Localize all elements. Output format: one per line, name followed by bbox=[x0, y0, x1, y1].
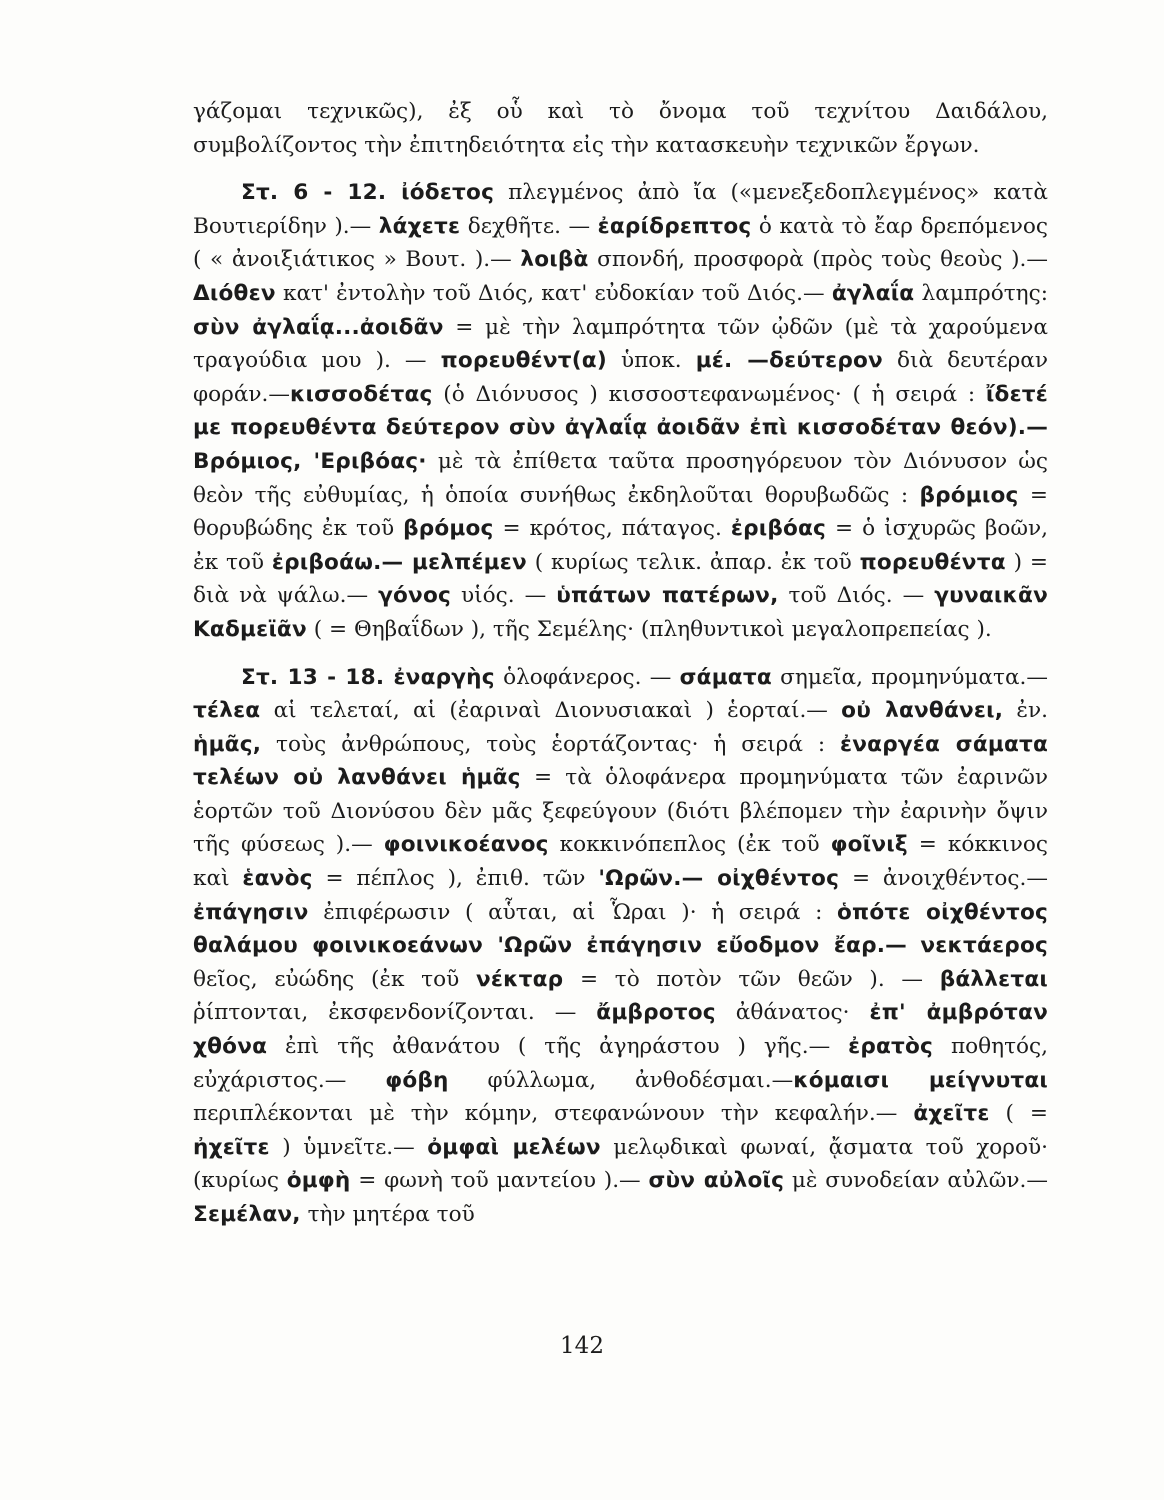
gloss-text: λαμπρότης: bbox=[914, 280, 1048, 306]
bold-term: φοῖνιξ bbox=[830, 832, 908, 858]
bold-term: ἄμβροτος bbox=[596, 1000, 716, 1026]
bold-term: γυναικᾶν Καδμεϊᾶν bbox=[193, 583, 1048, 642]
paragraph bbox=[193, 95, 1048, 162]
gloss-text: μελῳδικαὶ φωναί, ᾄσματα τοῦ χοροῦ· (κυρίως bbox=[193, 1134, 1048, 1194]
gloss-text: = κόκκινος καὶ bbox=[193, 832, 1049, 892]
gloss-text: = πέπλος ), ἐπιθ. τῶν bbox=[312, 866, 599, 892]
gloss-text: = τὰ ὁλοφάνερα προμηνύματα τῶν ἐαρινῶν ἑορτῶν τοῦ Διονύσου δὲν μᾶς ξεφεύγουν (διότι βλέπομεν τὴν ἐαρινὴν ὄψιν τῆς φύσεως ).— bbox=[193, 765, 1049, 858]
bold-term: σὺν ἀγλαΐᾳ...ἀοιδᾶν bbox=[193, 314, 444, 340]
gloss-text: γάζομαι τεχνικῶς), ἐξ οὗ καὶ τὸ ὄνομα τοῦ τεχνίτου Δαιδάλου, συμβολίζοντος τὴν ἐπιτηδειότητα εἰς τὴν κατασκευὴν τεχνικῶν ἔργων. bbox=[193, 99, 1048, 158]
gloss-text: μὲ τὰ ἐπίθετα ταῦτα προσηγόρευον τὸν Διόνυσον ὡς θεὸν τῆς εὐθυμίας, ἡ ὁποία συνήθως ἐκδηλοῦται θορυβωδῶς : bbox=[193, 448, 1049, 508]
gloss-text: = τὸ ποτὸν τῶν θεῶν ). — bbox=[563, 966, 940, 992]
gloss-text: (ὁ Διόνυσος ) κισσοστεφανωμένος· ( ἡ σειρά : bbox=[432, 381, 986, 407]
bold-term: Σεμέλαν, bbox=[193, 1202, 301, 1227]
gloss-text: ἀθάνατος· bbox=[715, 1000, 870, 1026]
bold-term: οὐ λανθάνει, bbox=[841, 698, 1004, 724]
gloss-text: = ἀνοιχθέντος.— bbox=[839, 866, 1048, 892]
gloss-text: κοκκινόπεπλος (ἐκ τοῦ bbox=[548, 832, 831, 858]
bold-term: φοινικοέανος bbox=[383, 832, 549, 858]
gloss-text: = μὲ τὴν λαμπρότητα τῶν ᾠδῶν (μὲ τὰ χαρούμενα τραγούδια μου ). — bbox=[193, 314, 1049, 374]
bold-term: βρόμος bbox=[403, 516, 494, 542]
gloss-text: φύλλωμα, ἀνθοδέσμαι.— bbox=[448, 1067, 794, 1093]
bold-term: λοιβὰ bbox=[520, 247, 589, 273]
gloss-text: ( κυρίως τελικ. ἀπαρ. ἐκ τοῦ bbox=[526, 549, 860, 575]
bold-term: ἐαρίδρεπτος bbox=[597, 213, 752, 239]
bold-term: σάματα bbox=[679, 664, 772, 690]
bold-term: Στ. 6 - 12. ἰόδετος bbox=[241, 180, 495, 206]
gloss-text: περιπλέκονται μὲ τὴν κόμην, στεφανώνουν τὴν κεφαλήν.— bbox=[193, 1101, 914, 1127]
bold-term: ἡμᾶς, bbox=[193, 731, 262, 757]
bold-term: σὺν αὐλοῖς bbox=[648, 1168, 785, 1194]
bold-term: ἀχεῖτε bbox=[913, 1101, 990, 1127]
gloss-text: υἱός. — bbox=[450, 583, 557, 609]
gloss-text: ( = bbox=[989, 1101, 1048, 1127]
paragraph bbox=[193, 176, 1048, 646]
gloss-text: ) ὑμνεῖτε.— bbox=[269, 1134, 428, 1160]
bold-term: μέ. —δεύτερον bbox=[695, 348, 883, 374]
bold-term: ἐναργέα σάματα τελέων οὐ λανθάνει ἡμᾶς bbox=[193, 731, 1048, 791]
gloss-text bbox=[907, 933, 920, 958]
bold-term: ἐρατὸς bbox=[848, 1034, 934, 1060]
bold-term: ἐπάγησιν bbox=[193, 899, 309, 925]
bold-term: κόμαισι μείγνυται bbox=[793, 1067, 1048, 1093]
gloss-text: ἐπιφέρωσιν ( αὗται, αἱ Ὧραι )· ἡ σειρά : bbox=[308, 899, 837, 925]
gloss-text: κατ' ἐντολὴν τοῦ Διός, κατ' εὐδοκίαν τοῦ Διός.— bbox=[275, 280, 832, 306]
bold-term: τέλεα bbox=[193, 698, 261, 724]
gloss-text: ὁλοφάνερος. — bbox=[494, 664, 680, 690]
bold-term: γόνος bbox=[378, 583, 451, 609]
gloss-text: = ὁ ἰσχυρῶς βοῶν, ἐκ τοῦ bbox=[193, 516, 1049, 575]
gloss-text: ἐν. bbox=[1003, 698, 1048, 724]
bold-term: πορευθέντ(α) bbox=[440, 348, 607, 374]
bold-term: ὀμφὴ bbox=[286, 1168, 351, 1194]
gloss-text: ὁ κατὰ τὸ ἔαρ δρεπόμενος ( « ἀνοιξιάτικος » Βουτ. ).— bbox=[193, 213, 1048, 273]
gloss-text: μὲ συνοδείαν αὐλῶν.— bbox=[784, 1168, 1048, 1194]
page-number: 142 bbox=[560, 1333, 604, 1359]
bold-term: ἐριβοάω.— μελπέμεν bbox=[271, 549, 527, 575]
gloss-text: ῥίπτονται, ἐκσφενδονίζονται. — bbox=[193, 1000, 597, 1026]
bold-term: Διόθεν bbox=[193, 280, 276, 306]
bold-term: ὁπότε οἰχθέντος θαλάμου φοινικοεάνων 'Ωρῶν ἐπάγησιν εὔοδμον ἔαρ.— bbox=[193, 899, 1048, 959]
gloss-text: ἐπὶ τῆς ἀθανάτου ( τῆς ἀγηράστου ) γῆς.— bbox=[267, 1034, 849, 1060]
gloss-text: σπονδή, προσφορὰ (πρὸς τοὺς θεοὺς ).— bbox=[588, 247, 1048, 273]
bold-term: ὑπάτων πατέρων, bbox=[556, 583, 779, 609]
bold-term: 'Ωρῶν.— οἰχθέντος bbox=[598, 866, 840, 892]
bold-term: ἐπ' ἀμβρόταν χθόνα bbox=[193, 1000, 1048, 1060]
bold-term: Στ. 13 - 18. ἐναργὴς bbox=[241, 664, 495, 690]
gloss-text: ( = Θηβαΐδων ), τῆς Σεμέλης· (πληθυντικοὶ μεγαλοπρεπείας ). bbox=[306, 616, 992, 642]
bold-term: κισσοδέτας bbox=[289, 381, 433, 407]
gloss-text: τοῦ Διός. — bbox=[778, 583, 935, 609]
gloss-text: τὴν μητέρα τοῦ bbox=[300, 1202, 475, 1227]
bold-term: λάχετε bbox=[378, 213, 461, 239]
gloss-text: ὑποκ. bbox=[606, 348, 696, 374]
bold-term: ὀμφαὶ μελέων bbox=[427, 1134, 601, 1160]
gloss-text: σημεῖα, προμηνύματα.— bbox=[771, 664, 1049, 690]
gloss-text: θεῖος, εὐώδης (ἐκ τοῦ bbox=[193, 966, 476, 992]
paragraph bbox=[193, 661, 1048, 1232]
bold-term: ἑανὸς bbox=[242, 866, 313, 892]
gloss-text: ) = διὰ νὰ ψάλω.— bbox=[193, 549, 1048, 609]
gloss-text: = κρότος, πάταγος. bbox=[493, 516, 731, 542]
gloss-text: διὰ δευτέραν φοράν.— bbox=[193, 348, 1048, 407]
gloss-text: ποθητός, εὐχάριστος.— bbox=[193, 1034, 1048, 1093]
gloss-text: δεχθῆτε. — bbox=[460, 213, 598, 239]
bold-term: ἐριβόας bbox=[730, 516, 827, 542]
bold-term: νεκτάερος bbox=[920, 933, 1048, 959]
bold-term: νέκταρ bbox=[475, 966, 564, 992]
bold-term: φόβη bbox=[385, 1067, 449, 1093]
gloss-text: πλεγμένος ἀπὸ ἴα («μενεξεδοπλεγμένος» κατὰ Βουτιερίδην ).— bbox=[193, 180, 1048, 239]
bold-term: βάλλεται bbox=[939, 966, 1048, 992]
bold-term: ἀγλαΐα bbox=[831, 280, 915, 306]
gloss-text: τοὺς ἀνθρώπους, τοὺς ἑορτάζοντας· ἡ σειρά : bbox=[261, 731, 841, 757]
page-text bbox=[193, 95, 1048, 1232]
bold-term: πορευθέντα bbox=[859, 549, 1006, 575]
bold-term: βρόμιος bbox=[919, 482, 1019, 508]
gloss-text: = θορυβώδης ἐκ τοῦ bbox=[193, 482, 1048, 542]
bold-term: ἴδετέ με πορευθέντα δεύτερον σὺν ἀγλαΐᾳ ἀοιδᾶν ἐπὶ κισσοδέταν θεόν).— Βρόμιος, 'Εριβόας· bbox=[193, 381, 1048, 474]
gloss-text: αἱ τελεταί, αἱ (ἐαριναὶ Διονυσιακαὶ ) ἑορταί.— bbox=[260, 698, 842, 724]
gloss-text: = φωνὴ τοῦ μαντείου ).— bbox=[350, 1168, 649, 1194]
bold-term: ἠχεῖτε bbox=[193, 1134, 270, 1160]
